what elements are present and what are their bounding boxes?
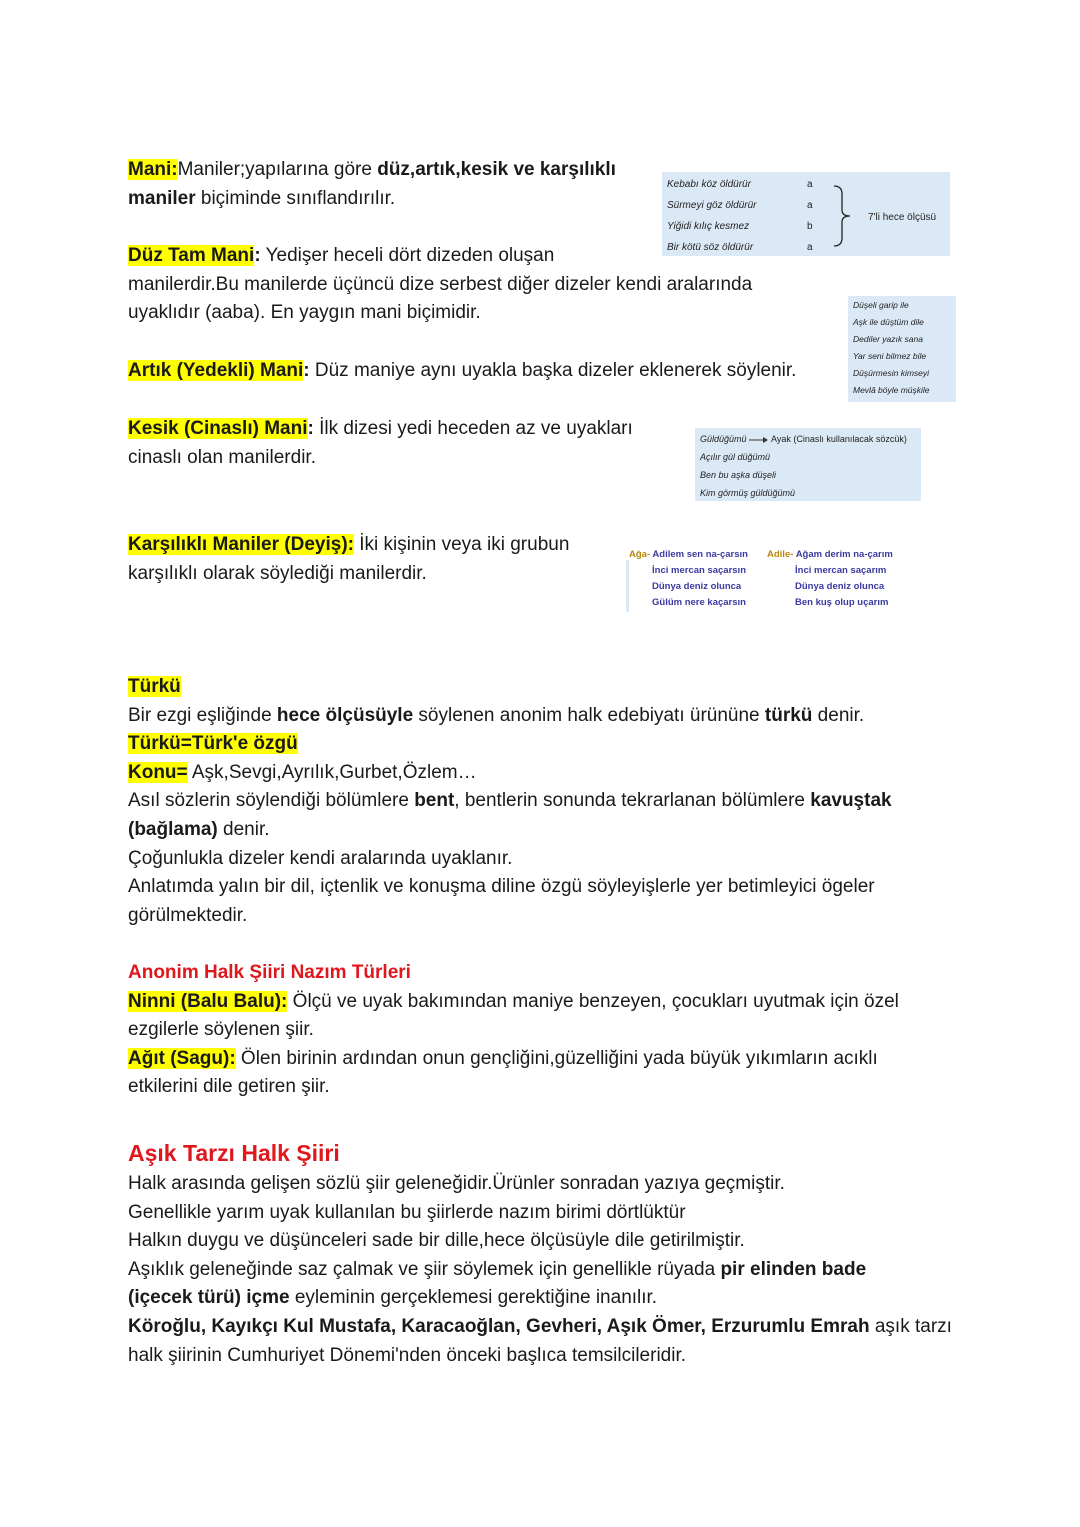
deyis-right-line: İnci mercan saçarım [795, 565, 887, 576]
artik-mani-label: Artık (Yedekli) Mani [128, 360, 304, 381]
mani-paragraph: Mani:Maniler;yapılarına göre düz,artık,kesik ve karşılıklı maniler biçiminde sınıflandırılır. [128, 159, 616, 209]
agit-label: Ağıt (Sagu): [128, 1047, 236, 1069]
duz-mani-label: Düz Tam Mani [128, 245, 255, 266]
kesik-mani-label: Kesik (Cinaslı) Mani [128, 418, 308, 439]
example-line: Kebabı köz öldürür [667, 179, 751, 190]
example-line: Yiğidi kılıç kesmez [667, 221, 750, 232]
example-line: Düşeli garip ile [853, 300, 909, 310]
example-line: Kim görmüş güldüğümü [700, 488, 796, 498]
example-line: Düşürmesin kimseyi [853, 368, 930, 378]
example-line: Dediler yazık sana [853, 334, 923, 344]
ninni-label: Ninni (Balu Balu): [128, 990, 288, 1012]
rhyme-letter: a [807, 179, 813, 190]
brace-icon [830, 184, 854, 248]
example-line: Sürmeyi göz öldürür [667, 200, 757, 211]
deyis-left-line: İnci mercan saçarsın [652, 565, 746, 576]
example-line: Aşk ile düştüm dile [853, 317, 924, 327]
example-line: Yar seni bilmez bile [853, 351, 927, 361]
example-line: Ben bu aşka düşeli [700, 470, 777, 480]
konu-label: Konu= [128, 761, 188, 783]
turku-section: Türkü Bir ezgi eşliğinde hece ölçüsüyle söylenen anonim halk edebiyatı ürününe türkü denir. Türkü=Türk'e özgü Konu= Aşk,Sevgi,Ayrılık,Gurbet,Özlem… Asıl sözlerin söylendiği bölümlere bent, bentlerin sonunda tekrarlanan bölümlere kavuştak (bağlama) denir. Çoğunlukla dizeler kendi aralarında uyaklanır. Anlatımda yalın bir dil, içtenlik ve konuşma diline özgü söyleyişlerle yer betimleyici ögeler görülmektedir. [128, 676, 892, 926]
cinas-note: Ayak (Cinaslı kullanılacak sözcük) [771, 434, 907, 444]
deyis-left-line: Gülüm nere kaçarsın [652, 597, 746, 608]
asik-section: Halk arasında gelişen sözlü şiir geleneğidir.Ürünler sonradan yazıya geçmiştir. Genellikle yarım uyak kullanılan bu şiirlerde nazım birimi dörtlüktür Halkın duygu ve düşünceleri sade bir dille,hece ölçüsüyle dile getirilmiştir. Aşıklık geleneğinde saz çalmak ve şiir söylemek için genellikle rüyada pir elinden bade (içecek türü) içme eyleminin gerçeklemesi gerektiğine inanılır. Köroğlu, Kayıkçı Kul Mustafa, Karacaoğlan, Gevheri, Aşık Ömer, Erzurumlu Emrah aşık tarzı halk şiirinin Cumhuriyet Dönemi'nden önceki başlıca temsilcileridir. [128, 1173, 952, 1366]
example-line: Açılır gül düğümü [700, 452, 771, 462]
deyis-left-line: Dünya deniz olunca [652, 581, 742, 592]
arrow-right-icon [749, 436, 769, 444]
asik-title: Aşık Tarzı Halk Şiiri [128, 1140, 340, 1166]
artik-mani-paragraph: Artık (Yedekli) Mani: Düz maniye aynı uyakla başka dizeler eklenerek söylenir. [128, 360, 797, 381]
deyis-right-line: Dünya deniz olunca [795, 581, 885, 592]
example-line: Güldüğümü [700, 434, 747, 444]
deyis-right-line: Ben kuş olup uçarım [795, 597, 889, 608]
mani-label: Mani: [128, 159, 178, 180]
kesik-example-box [695, 428, 921, 501]
meter-note: 7'li hece ölçüsü [868, 212, 937, 223]
turku-title: Türkü [128, 676, 181, 697]
nazim-section: Anonim Halk Şiiri Nazım Türleri Ninni (Balu Balu): Ölçü ve uyak bakımından maniye benzeyen, çocukları uyutmak için özel ezgilerle söylenen şiir. Ağıt (Sagu): Ölen birinin ardından onun gençliğini,güzelliğini yada büyük yıkımların acıklı etkilerini dile getiren şiir. [128, 959, 988, 1102]
kesik-mani-paragraph: Kesik (Cinaslı) Mani: İlk dizesi yedi heceden az ve uyakları cinaslı olan manilerdir. [128, 418, 633, 468]
karsilikli-label: Karşılıklı Maniler (Deyiş): [128, 534, 354, 555]
karsilikli-mani-paragraph: Karşılıklı Maniler (Deyiş): İki kişinin veya iki grubun karşılıklı olarak söylediği manilerdir. [128, 534, 570, 584]
rhyme-letter: a [807, 242, 813, 253]
deyis-bar [626, 560, 629, 612]
rhyme-letter: a [807, 200, 813, 211]
example-line: Mevlâ böyle müşkile [853, 385, 930, 395]
turku-origin: Türkü=Türk'e özgü [128, 733, 298, 755]
deyis-right-first: Adile- Ağam derim na-çarım [767, 549, 893, 560]
artik-example-box [848, 296, 956, 402]
rhyme-letter: b [807, 221, 813, 232]
nazim-title: Anonim Halk Şiiri Nazım Türleri [128, 962, 411, 983]
duz-mani-paragraph: Düz Tam Mani: Yedişer heceli dört dizeden oluşan manilerdir.Bu manilerde üçüncü dize serbest diğer dizeler kendi aralarında uyaklıdır (aaba). En yaygın mani biçimidir. [128, 245, 753, 324]
deyis-left-first: Ağa- Adilem sen na-çarsın [629, 549, 748, 560]
example-line: Bir kötü söz öldürür [667, 242, 754, 253]
